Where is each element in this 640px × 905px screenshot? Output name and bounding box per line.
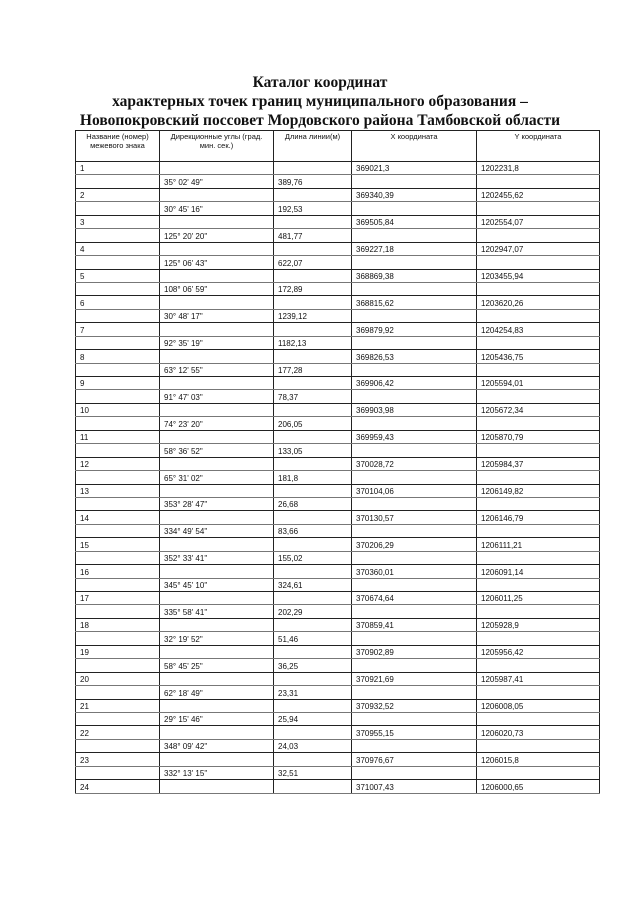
point-number: 11 (76, 430, 160, 443)
point-number: 1 (76, 162, 160, 175)
empty-cell (76, 659, 160, 672)
line-length: 32,51 (274, 766, 352, 779)
empty-cell (477, 363, 600, 376)
empty-cell (477, 659, 600, 672)
table-row (76, 511, 600, 524)
table-row (76, 471, 600, 484)
y-coordinate: 1206008,05 (477, 699, 600, 712)
direction-angle: 35° 02' 49" (160, 175, 274, 188)
table-row (76, 188, 600, 201)
y-coordinate: 1206000,65 (477, 780, 600, 793)
point-number: 13 (76, 484, 160, 497)
table-row (76, 229, 600, 242)
title-line-2: характерных точек границ муниципального образования – (112, 93, 528, 110)
y-coordinate: 1203455,94 (477, 269, 600, 282)
empty-cell (274, 511, 352, 524)
empty-cell (76, 605, 160, 618)
x-coordinate: 370902,89 (352, 645, 477, 658)
empty-cell (160, 484, 274, 497)
line-length: 24,03 (274, 739, 352, 752)
x-coordinate: 368815,62 (352, 296, 477, 309)
empty-cell (160, 403, 274, 416)
empty-cell (352, 686, 477, 699)
empty-cell (274, 296, 352, 309)
point-number: 16 (76, 565, 160, 578)
empty-cell (477, 739, 600, 752)
empty-cell (274, 188, 352, 201)
direction-angle: 125° 06' 43" (160, 256, 274, 269)
line-length: 23,31 (274, 686, 352, 699)
empty-cell (274, 565, 352, 578)
empty-cell (352, 309, 477, 322)
direction-angle: 345° 45' 10" (160, 578, 274, 591)
empty-cell (352, 578, 477, 591)
empty-cell (477, 202, 600, 215)
x-coordinate: 369879,92 (352, 323, 477, 336)
x-coordinate: 370859,41 (352, 618, 477, 631)
empty-cell (160, 296, 274, 309)
empty-cell (160, 753, 274, 766)
x-coordinate: 369505,84 (352, 215, 477, 228)
line-length: 36,25 (274, 659, 352, 672)
line-length: 1239,12 (274, 309, 352, 322)
table-row (76, 296, 600, 309)
table-row (76, 323, 600, 336)
empty-cell (160, 242, 274, 255)
empty-cell (76, 309, 160, 322)
table-row (76, 444, 600, 457)
y-coordinate: 1205987,41 (477, 672, 600, 685)
table-row (76, 672, 600, 685)
empty-cell (352, 524, 477, 537)
table-row (76, 242, 600, 255)
empty-cell (274, 350, 352, 363)
y-coordinate: 1205672,34 (477, 403, 600, 416)
point-number: 7 (76, 323, 160, 336)
empty-cell (477, 712, 600, 725)
empty-cell (477, 632, 600, 645)
table-row (76, 565, 600, 578)
empty-cell (160, 269, 274, 282)
direction-angle: 108° 06' 59" (160, 282, 274, 295)
empty-cell (477, 497, 600, 510)
line-length: 83,66 (274, 524, 352, 537)
direction-angle: 58° 45' 25" (160, 659, 274, 672)
empty-cell (352, 390, 477, 403)
point-number: 8 (76, 350, 160, 363)
empty-cell (274, 699, 352, 712)
y-coordinate: 1206111,21 (477, 538, 600, 551)
empty-cell (274, 753, 352, 766)
empty-cell (352, 336, 477, 349)
empty-cell (160, 215, 274, 228)
point-number: 24 (76, 780, 160, 793)
point-number: 9 (76, 377, 160, 390)
empty-cell (477, 229, 600, 242)
empty-cell (274, 672, 352, 685)
line-length: 51,46 (274, 632, 352, 645)
header-name: Название (номер) межевого знака (76, 131, 160, 162)
y-coordinate: 1205984,37 (477, 457, 600, 470)
empty-cell (274, 269, 352, 282)
empty-cell (477, 766, 600, 779)
y-coordinate: 1202554,07 (477, 215, 600, 228)
point-number: 19 (76, 645, 160, 658)
direction-angle: 74° 23' 20" (160, 417, 274, 430)
empty-cell (160, 457, 274, 470)
empty-cell (160, 188, 274, 201)
y-coordinate: 1202947,07 (477, 242, 600, 255)
table-row (76, 618, 600, 631)
x-coordinate: 368869,38 (352, 269, 477, 282)
line-length: 133,05 (274, 444, 352, 457)
direction-angle: 32° 19' 52" (160, 632, 274, 645)
point-number: 3 (76, 215, 160, 228)
line-length: 172,89 (274, 282, 352, 295)
empty-cell (477, 309, 600, 322)
empty-cell (76, 497, 160, 510)
empty-cell (477, 175, 600, 188)
point-number: 20 (76, 672, 160, 685)
empty-cell (160, 780, 274, 793)
table-row (76, 484, 600, 497)
table-row (76, 282, 600, 295)
empty-cell (274, 645, 352, 658)
point-number: 15 (76, 538, 160, 551)
empty-cell (160, 323, 274, 336)
y-coordinate: 1206091,14 (477, 565, 600, 578)
empty-cell (76, 632, 160, 645)
table-row (76, 309, 600, 322)
empty-cell (76, 686, 160, 699)
line-length: 622,07 (274, 256, 352, 269)
empty-cell (76, 363, 160, 376)
table-row (76, 256, 600, 269)
x-coordinate: 370104,06 (352, 484, 477, 497)
empty-cell (352, 659, 477, 672)
direction-angle: 91° 47' 03" (160, 390, 274, 403)
empty-cell (274, 403, 352, 416)
empty-cell (274, 484, 352, 497)
empty-cell (274, 323, 352, 336)
line-length: 206,05 (274, 417, 352, 430)
point-number: 6 (76, 296, 160, 309)
empty-cell (352, 632, 477, 645)
empty-cell (76, 551, 160, 564)
point-number: 21 (76, 699, 160, 712)
empty-cell (274, 726, 352, 739)
table-row (76, 592, 600, 605)
point-number: 4 (76, 242, 160, 255)
point-number: 5 (76, 269, 160, 282)
direction-angle: 30° 48' 17" (160, 309, 274, 322)
empty-cell (477, 578, 600, 591)
table-row (76, 659, 600, 672)
table-row (76, 766, 600, 779)
x-coordinate: 369959,43 (352, 430, 477, 443)
x-coordinate: 371007,43 (352, 780, 477, 793)
coordinate-catalog-table (75, 130, 600, 794)
y-coordinate: 1206149,82 (477, 484, 600, 497)
header-length: Длина линии(м) (274, 131, 352, 162)
x-coordinate: 370206,29 (352, 538, 477, 551)
line-length: 481,77 (274, 229, 352, 242)
y-coordinate: 1206146,79 (477, 511, 600, 524)
empty-cell (477, 686, 600, 699)
empty-cell (76, 336, 160, 349)
empty-cell (477, 336, 600, 349)
empty-cell (76, 739, 160, 752)
line-length: 192,53 (274, 202, 352, 215)
empty-cell (274, 780, 352, 793)
empty-cell (477, 417, 600, 430)
table-row (76, 457, 600, 470)
table-row (76, 417, 600, 430)
empty-cell (352, 363, 477, 376)
x-coordinate: 370932,52 (352, 699, 477, 712)
table-row (76, 726, 600, 739)
y-coordinate: 1203620,26 (477, 296, 600, 309)
x-coordinate: 370955,15 (352, 726, 477, 739)
empty-cell (160, 565, 274, 578)
empty-cell (352, 471, 477, 484)
empty-cell (160, 350, 274, 363)
table-row (76, 202, 600, 215)
empty-cell (352, 766, 477, 779)
empty-cell (352, 712, 477, 725)
empty-cell (160, 377, 274, 390)
table-row (76, 753, 600, 766)
empty-cell (477, 444, 600, 457)
x-coordinate: 370674,64 (352, 592, 477, 605)
point-number: 17 (76, 592, 160, 605)
header-y: Y координата (477, 131, 600, 162)
empty-cell (160, 592, 274, 605)
empty-cell (76, 390, 160, 403)
empty-cell (160, 726, 274, 739)
direction-angle: 29° 15' 46" (160, 712, 274, 725)
empty-cell (352, 739, 477, 752)
point-number: 22 (76, 726, 160, 739)
line-length: 389,76 (274, 175, 352, 188)
direction-angle: 348° 09' 42" (160, 739, 274, 752)
empty-cell (352, 229, 477, 242)
point-number: 10 (76, 403, 160, 416)
line-length: 155,02 (274, 551, 352, 564)
x-coordinate: 369826,53 (352, 350, 477, 363)
header-x: X координата (352, 131, 477, 162)
table-row (76, 538, 600, 551)
table-row (76, 403, 600, 416)
empty-cell (352, 605, 477, 618)
y-coordinate: 1205870,79 (477, 430, 600, 443)
y-coordinate: 1206020,73 (477, 726, 600, 739)
direction-angle: 353° 28' 47" (160, 497, 274, 510)
empty-cell (76, 175, 160, 188)
table-row (76, 390, 600, 403)
x-coordinate: 369340,39 (352, 188, 477, 201)
point-number: 18 (76, 618, 160, 631)
header-angles: Дирекционные углы (град. мин. сек.) (160, 131, 274, 162)
empty-cell (352, 417, 477, 430)
table-row (76, 699, 600, 712)
line-length: 324,61 (274, 578, 352, 591)
x-coordinate: 370360,01 (352, 565, 477, 578)
empty-cell (76, 712, 160, 725)
y-coordinate: 1204254,83 (477, 323, 600, 336)
empty-cell (352, 444, 477, 457)
table-row (76, 524, 600, 537)
table-row (76, 605, 600, 618)
line-length: 1182,13 (274, 336, 352, 349)
table-row (76, 497, 600, 510)
empty-cell (76, 766, 160, 779)
table-row (76, 551, 600, 564)
table-row (76, 578, 600, 591)
title-line-1: Каталог координат (252, 74, 388, 91)
empty-cell (352, 551, 477, 564)
empty-cell (477, 390, 600, 403)
direction-angle: 332° 13' 15" (160, 766, 274, 779)
table-row (76, 430, 600, 443)
table-row (76, 269, 600, 282)
empty-cell (274, 618, 352, 631)
empty-cell (160, 430, 274, 443)
empty-cell (76, 444, 160, 457)
empty-cell (274, 242, 352, 255)
x-coordinate: 369021,3 (352, 162, 477, 175)
empty-cell (352, 282, 477, 295)
direction-angle: 58° 36' 52" (160, 444, 274, 457)
empty-cell (76, 256, 160, 269)
line-length: 202,29 (274, 605, 352, 618)
line-length: 25,94 (274, 712, 352, 725)
table-row (76, 377, 600, 390)
y-coordinate: 1202231,8 (477, 162, 600, 175)
table-row (76, 162, 600, 175)
direction-angle: 335° 58' 41" (160, 605, 274, 618)
empty-cell (160, 538, 274, 551)
empty-cell (352, 256, 477, 269)
empty-cell (352, 497, 477, 510)
direction-angle: 62° 18' 49" (160, 686, 274, 699)
line-length: 78,37 (274, 390, 352, 403)
x-coordinate: 370921,69 (352, 672, 477, 685)
empty-cell (352, 175, 477, 188)
line-length: 26,68 (274, 497, 352, 510)
table-row (76, 632, 600, 645)
header-row (76, 131, 600, 162)
empty-cell (477, 605, 600, 618)
direction-angle: 30° 45' 16" (160, 202, 274, 215)
title-line-3: Новопокровский поссовет Мордовского района Тамбовской области (79, 112, 561, 129)
empty-cell (76, 578, 160, 591)
table-row (76, 686, 600, 699)
empty-cell (477, 282, 600, 295)
point-number: 12 (76, 457, 160, 470)
y-coordinate: 1205594,01 (477, 377, 600, 390)
point-number: 14 (76, 511, 160, 524)
point-number: 23 (76, 753, 160, 766)
y-coordinate: 1206011,25 (477, 592, 600, 605)
empty-cell (76, 229, 160, 242)
empty-cell (76, 202, 160, 215)
table-row (76, 739, 600, 752)
table-row (76, 780, 600, 793)
empty-cell (76, 417, 160, 430)
line-length: 181,8 (274, 471, 352, 484)
table-row (76, 336, 600, 349)
x-coordinate: 370028,72 (352, 457, 477, 470)
empty-cell (274, 162, 352, 175)
empty-cell (477, 256, 600, 269)
empty-cell (160, 511, 274, 524)
empty-cell (274, 377, 352, 390)
empty-cell (352, 202, 477, 215)
empty-cell (160, 645, 274, 658)
y-coordinate: 1202455,62 (477, 188, 600, 201)
y-coordinate: 1205436,75 (477, 350, 600, 363)
y-coordinate: 1206015,8 (477, 753, 600, 766)
table-row (76, 215, 600, 228)
line-length: 177,28 (274, 363, 352, 376)
table-row (76, 175, 600, 188)
empty-cell (274, 538, 352, 551)
y-coordinate: 1205956,42 (477, 645, 600, 658)
empty-cell (477, 551, 600, 564)
empty-cell (274, 215, 352, 228)
direction-angle: 334° 49' 54" (160, 524, 274, 537)
y-coordinate: 1205928,9 (477, 618, 600, 631)
empty-cell (160, 672, 274, 685)
empty-cell (274, 457, 352, 470)
point-number: 2 (76, 188, 160, 201)
empty-cell (76, 524, 160, 537)
empty-cell (274, 592, 352, 605)
direction-angle: 63° 12' 55" (160, 363, 274, 376)
x-coordinate: 369903,98 (352, 403, 477, 416)
empty-cell (160, 618, 274, 631)
empty-cell (76, 282, 160, 295)
table-row (76, 712, 600, 725)
x-coordinate: 370976,67 (352, 753, 477, 766)
x-coordinate: 369227,18 (352, 242, 477, 255)
direction-angle: 125° 20' 20" (160, 229, 274, 242)
direction-angle: 352° 33' 41" (160, 551, 274, 564)
x-coordinate: 370130,57 (352, 511, 477, 524)
empty-cell (76, 471, 160, 484)
direction-angle: 65° 31' 02" (160, 471, 274, 484)
empty-cell (160, 699, 274, 712)
table-row (76, 363, 600, 376)
table-row (76, 350, 600, 363)
table-row (76, 645, 600, 658)
empty-cell (274, 430, 352, 443)
empty-cell (477, 471, 600, 484)
document-title (0, 73, 640, 130)
empty-cell (160, 162, 274, 175)
empty-cell (477, 524, 600, 537)
direction-angle: 92° 35' 19" (160, 336, 274, 349)
table-body (76, 162, 600, 794)
x-coordinate: 369906,42 (352, 377, 477, 390)
